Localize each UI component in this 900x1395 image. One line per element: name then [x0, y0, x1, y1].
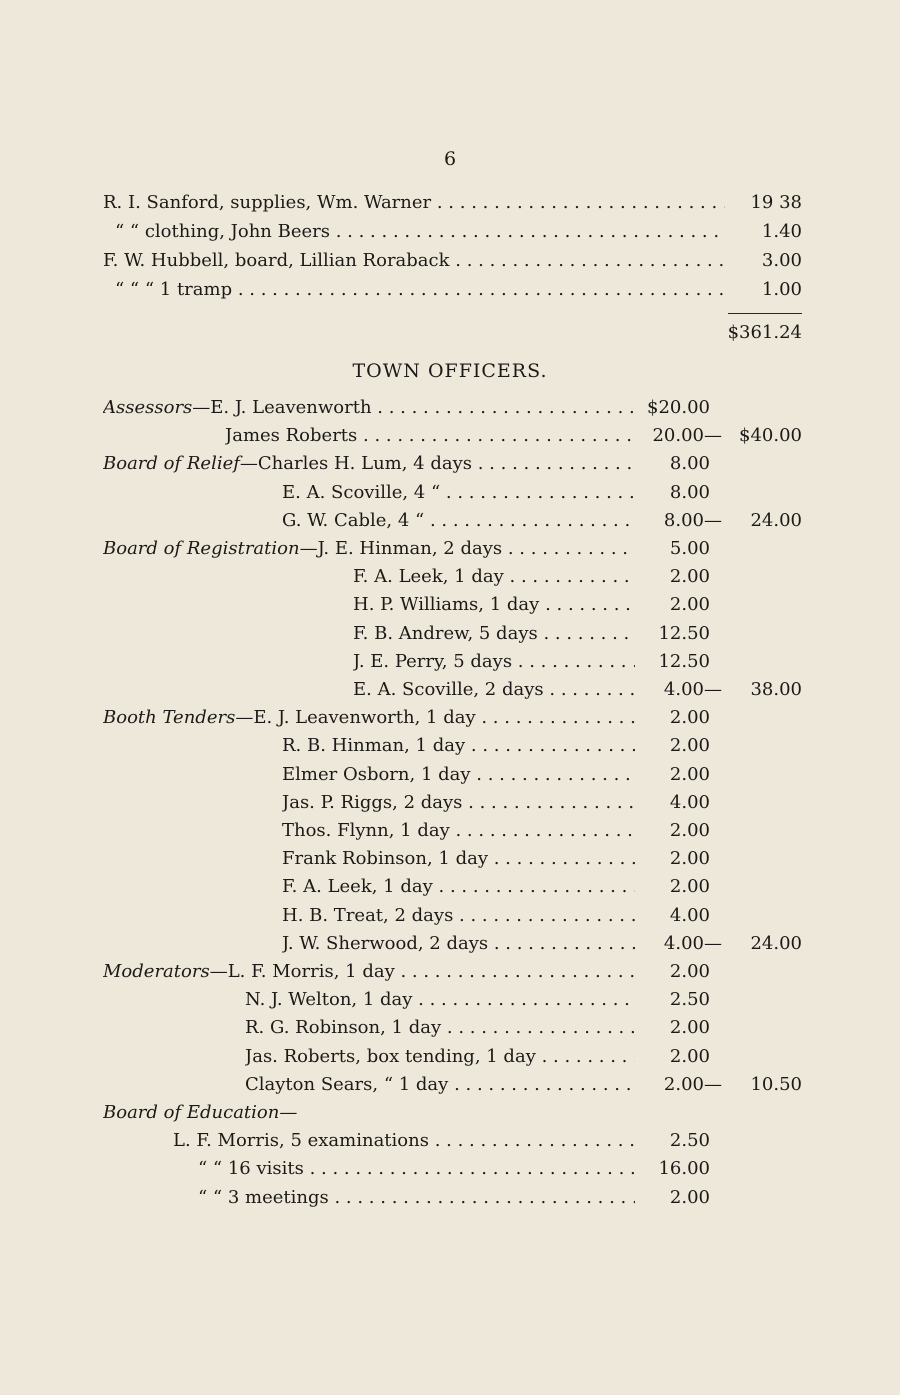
- officer-name: Elmer Osborn, 1 day: [282, 763, 471, 785]
- officer-line: [0, 848, 900, 876]
- officer-label: [282, 764, 635, 785]
- officer-label: [282, 876, 635, 897]
- officer-label: [282, 905, 635, 926]
- officer-subtotal: 24.00: [750, 932, 802, 954]
- supply-label: “ “ clothing, John Beers . . .: [115, 221, 725, 242]
- officer-subtotal: 10.50: [750, 1073, 802, 1095]
- officer-amount: 4.00: [669, 904, 710, 926]
- officer-line: [0, 397, 900, 425]
- officer-name: H. P. Williams, 1 day: [353, 594, 540, 616]
- officer-line: [0, 764, 900, 792]
- officer-name: J. E. Perry, 5 days: [353, 650, 513, 672]
- officer-name: Jas. P. Riggs, 2 days: [282, 791, 463, 813]
- officer-amount: 2.00: [669, 820, 710, 841]
- officer-amount: 2.00: [669, 848, 710, 870]
- officer-name: H. B. Treat, 2 days: [282, 904, 454, 926]
- officer-label: [225, 425, 635, 446]
- officer-line: [0, 989, 900, 1017]
- officer-label: [245, 1017, 635, 1038]
- officer-label: [282, 933, 635, 954]
- officer-category: Moderators: [103, 961, 210, 982]
- supplies-total-line: [0, 322, 900, 350]
- officer-subtotal: $40.00: [739, 425, 802, 447]
- officer-label: [245, 989, 635, 1010]
- officer-name: Frank Robinson, 1 day: [282, 848, 489, 870]
- officer-label: [198, 1187, 635, 1208]
- officer-name: G. W. Cable, 4 “: [282, 509, 425, 531]
- officer-amount: 4.00—: [663, 679, 722, 700]
- officer-amount: 2.00: [669, 1017, 710, 1039]
- officer-amount: 8.00: [669, 481, 710, 503]
- officer-line: [0, 679, 900, 707]
- supplies-total: $361.24: [727, 322, 802, 343]
- officer-amount: 2.00: [669, 1186, 710, 1208]
- officer-label: [282, 792, 635, 813]
- officer-line: [0, 453, 900, 481]
- supply-amount: 19 38: [750, 192, 802, 213]
- supply-line: [0, 250, 900, 278]
- officer-category: Assessors: [103, 397, 193, 418]
- officer-amount: 8.00: [669, 453, 710, 475]
- officer-line: [0, 538, 900, 566]
- supply-label: “ “ “ 1 tramp . . .: [115, 279, 725, 300]
- officer-amount: 5.00: [669, 538, 710, 559]
- officer-name: “ “ 3 meetings: [198, 1186, 329, 1208]
- officer-line: [0, 623, 900, 651]
- supply-line: [0, 192, 900, 220]
- officer-category: Board of Education—: [103, 1102, 298, 1123]
- officer-name: —J. E. Hinman, 2 days: [299, 538, 503, 559]
- officer-amount: 2.00: [669, 1045, 710, 1067]
- supply-line: [0, 279, 900, 307]
- officer-label: [245, 1074, 635, 1095]
- officer-subtotal: 38.00: [750, 679, 802, 700]
- officer-amount: 2.00: [669, 735, 710, 757]
- officer-label: [173, 1130, 635, 1151]
- officer-line: [0, 1130, 900, 1158]
- officer-amount: 2.00: [669, 763, 710, 785]
- officer-label: [282, 510, 635, 531]
- officer-amount: 12.50: [658, 650, 710, 672]
- officer-line: [0, 820, 900, 848]
- officer-amount: 2.00: [669, 876, 710, 898]
- officer-name: R. B. Hinman, 1 day: [282, 735, 466, 757]
- officer-name: —E. J. Leavenworth: [192, 397, 372, 418]
- officer-amount: 2.50: [669, 1130, 710, 1152]
- section-heading: TOWN OFFICERS.: [352, 360, 548, 382]
- officer-line: [0, 707, 900, 735]
- officer-amount: 2.00: [669, 594, 710, 616]
- officer-name: E. A. Scoville, 2 days: [353, 679, 544, 700]
- officer-line: [0, 933, 900, 961]
- total-rule: [728, 313, 802, 314]
- officer-label: [282, 848, 635, 869]
- officer-line: [0, 510, 900, 538]
- officer-category: Booth Tenders: [103, 707, 236, 729]
- supply-amount: 1.00: [761, 279, 802, 300]
- officer-amount: 2.00: [669, 566, 710, 588]
- officer-category: Board of Registration: [103, 538, 300, 559]
- officer-label: [282, 820, 635, 841]
- officer-line: [0, 1017, 900, 1045]
- officer-line: [0, 876, 900, 904]
- officer-label: [103, 397, 635, 418]
- officer-subtotal: 24.00: [750, 509, 802, 531]
- officer-name: N. J. Welton, 1 day: [245, 989, 413, 1011]
- officer-line: [0, 566, 900, 594]
- supply-line: [0, 221, 900, 249]
- officer-name: —L. F. Morris, 1 day: [209, 961, 395, 982]
- officer-name: F. A. Leek, 1 day: [282, 876, 433, 898]
- officer-name: Jas. Roberts, box tending, 1 day: [245, 1045, 536, 1067]
- officer-label: [353, 594, 635, 615]
- officer-label: [103, 1102, 635, 1123]
- officer-label: [353, 679, 635, 700]
- officer-line: [0, 961, 900, 989]
- supply-amount: 3.00: [761, 250, 802, 271]
- officer-amount: 4.00: [669, 791, 710, 813]
- officer-category: Board of Relief: [103, 453, 240, 475]
- officer-line: [0, 1102, 900, 1130]
- officer-amount: 12.50: [658, 622, 710, 644]
- officer-name: F. B. Andrew, 5 days: [353, 622, 538, 644]
- officer-amount: 2.00: [669, 707, 710, 729]
- officer-line: [0, 1046, 900, 1074]
- officer-label: [198, 1158, 635, 1179]
- officer-name: Clayton Sears, “ 1 day: [245, 1073, 449, 1095]
- officer-line: [0, 1187, 900, 1215]
- officer-label: [103, 453, 635, 474]
- officer-amount: $20.00: [647, 397, 710, 418]
- officer-label: [245, 1046, 635, 1067]
- officer-amount: 2.50: [669, 989, 710, 1011]
- officer-amount: 2.00—: [663, 1073, 722, 1095]
- officer-line: [0, 482, 900, 510]
- page-number: 6: [443, 148, 457, 170]
- officer-line: [0, 792, 900, 820]
- officer-amount: 16.00: [658, 1158, 710, 1180]
- officer-name: —E. J. Leavenworth, 1 day: [235, 707, 476, 729]
- officer-line: [0, 651, 900, 679]
- officer-label: [103, 538, 635, 559]
- officer-name: F. A. Leek, 1 day: [353, 566, 504, 588]
- officer-label: [353, 566, 635, 587]
- officer-label: [103, 707, 635, 728]
- supply-amount: 1.40: [761, 221, 802, 242]
- officer-amount: 20.00—: [652, 425, 722, 447]
- officer-name: R. G. Robinson, 1 day: [245, 1017, 442, 1039]
- officer-line: [0, 905, 900, 933]
- officer-label: [103, 961, 635, 982]
- officer-line: [0, 1158, 900, 1186]
- officer-amount: 2.00: [669, 961, 710, 982]
- officer-line: [0, 735, 900, 763]
- officer-name: J. W. Sherwood, 2 days: [282, 932, 489, 954]
- officer-name: L. F. Morris, 5 examinations: [173, 1130, 429, 1152]
- officer-name: E. A. Scoville, 4 “: [282, 481, 441, 503]
- supply-label: R. I. Sanford, supplies, Wm. Warner . . .: [103, 192, 725, 213]
- officer-label: [353, 651, 635, 672]
- officer-name: “ “ 16 visits: [198, 1158, 304, 1180]
- officer-line: [0, 425, 900, 453]
- officer-name: James Roberts: [225, 425, 358, 447]
- officer-name: Thos. Flynn, 1 day: [282, 820, 450, 841]
- supply-label: F. W. Hubbell, board, Lillian Roraback . . .: [103, 250, 725, 271]
- officer-line: [0, 594, 900, 622]
- officer-amount: 4.00—: [663, 932, 722, 954]
- officer-label: [282, 735, 635, 756]
- officer-name: —Charles H. Lum, 4 days: [239, 453, 473, 475]
- officer-label: [282, 482, 635, 503]
- officer-line: [0, 1074, 900, 1102]
- officer-label: [353, 623, 635, 644]
- officer-amount: 8.00—: [663, 509, 722, 531]
